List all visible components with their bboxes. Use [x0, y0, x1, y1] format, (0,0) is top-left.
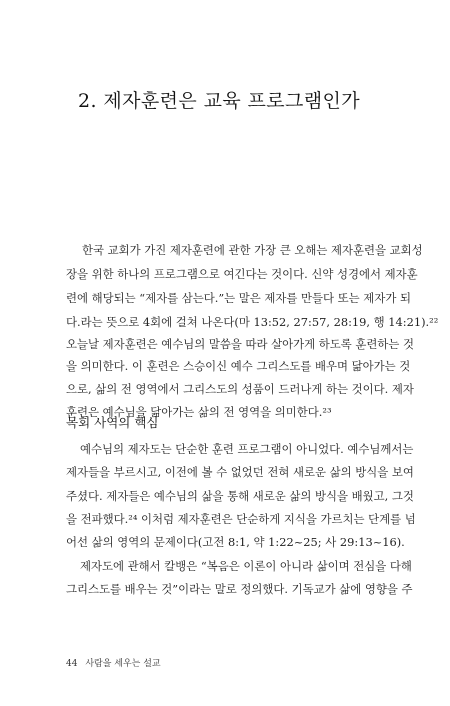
paragraph-line: 련에 해당되는 “제자를 삼는다.”는 말은 제자를 만들다 또는 제자가 되: [66, 291, 411, 305]
paragraph-line: 어선 삶의 영역의 문제이다(고전 8:1, 약 1:22~25; 사 29:13~16).: [66, 535, 405, 549]
paragraph-line: 으로, 삶의 전 영역에서 그리스도의 성품이 드러나게 하는 것이다. 제자: [66, 382, 414, 396]
section-heading: 목회 사역의 핵심: [66, 415, 159, 430]
paragraph-line: 을 의미한다. 이 훈련은 스승이신 예수 그리스도를 배우며 닮아가는 것: [66, 359, 411, 373]
paragraph-line: 장을 위한 하나의 프로그램으로 여긴다는 것이다. 신약 성경에서 제자훈: [66, 267, 418, 281]
paragraph-line: 오늘날 제자훈련은 예수님의 말씀을 따라 살아가게 하도록 훈련하는 것: [66, 337, 415, 351]
paragraph-line: 제자들을 부르시고, 이전에 볼 수 없었던 전혀 새로운 삶의 방식을 보여: [66, 465, 414, 479]
paragraph-line: 제자도에 관해서 칼뱅은 “복음은 이론이 아니라 삶이며 전심을 다해: [80, 559, 412, 573]
page-footer: [66, 656, 161, 669]
paragraph-line: 훈련은 예수님을 닮아가는 삶의 전 영역을 의미한다.²³: [66, 405, 332, 419]
paragraph-line: 예수님의 제자도는 단순한 훈련 프로그램이 아니었다. 예수님께서는: [80, 442, 414, 456]
paragraph-line: 을 전파했다.²⁴ 이처럼 제자훈련은 단순하게 지식을 가르치는 단계를 넘: [66, 512, 416, 526]
paragraph-line: 다.라는 뜻으로 4회에 걸쳐 나온다(마 13:52, 27:57, 28:19, 행 14:21).²²: [66, 315, 439, 329]
page-number: 44: [66, 659, 78, 669]
paragraph-line: 한국 교회가 가진 제자훈련에 관한 가장 큰 오해는 제자훈련을 교회성: [82, 243, 423, 257]
chapter-title: 2. 제자훈련은 교육 프로그램인가: [78, 90, 361, 112]
paragraph-line: 그리스도를 배우는 것”이라는 말로 정의했다. 기독교가 삶에 영향을 주: [66, 582, 413, 596]
book-title: 사람을 세우는 설교: [85, 659, 161, 669]
paragraph-line: 주셨다. 제자들은 예수님의 삶을 통해 새로운 삶의 방식을 배웠고, 그것: [66, 489, 414, 503]
